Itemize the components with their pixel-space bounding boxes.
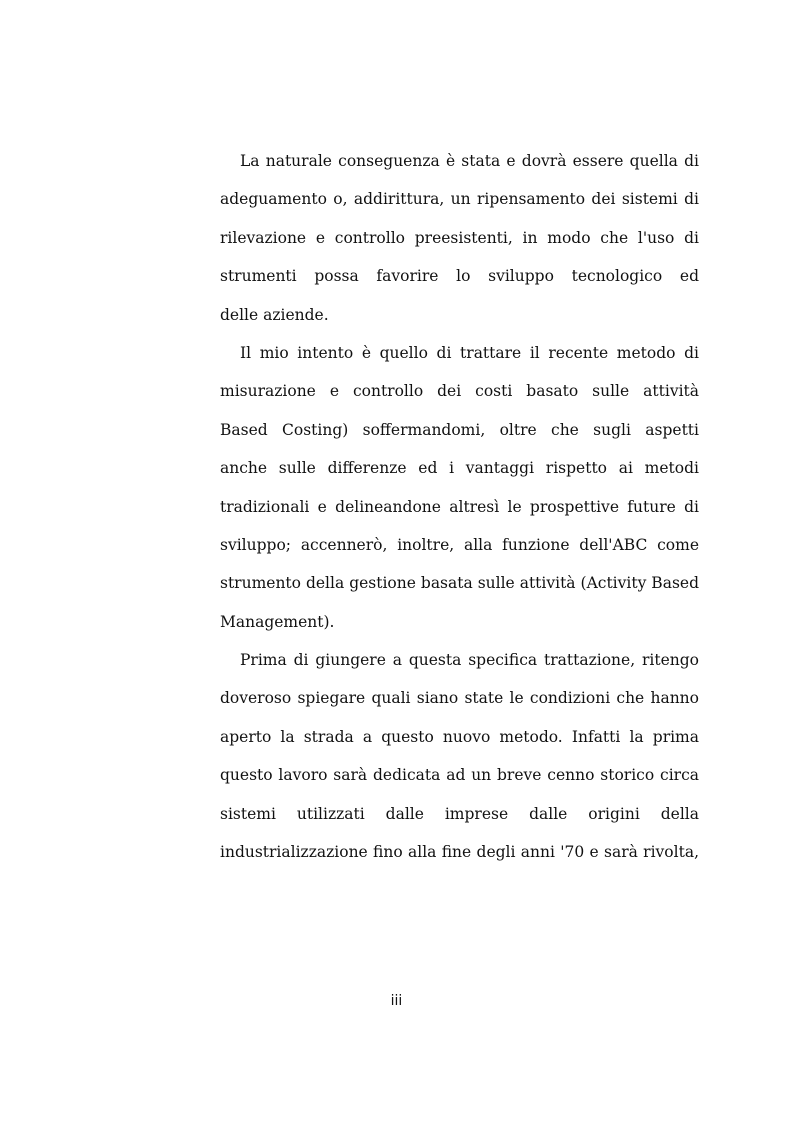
text-line: rilevazione e controllo preesistenti, in modo che l'uso di: [220, 228, 699, 247]
text-line: questo lavoro sarà dedicata ad un breve cenno storico circa: [220, 766, 699, 785]
text-line: Il mio intento è quello di trattare il recente metodo di: [240, 343, 699, 362]
text-line: strumento della gestione basata sulle attività (Activity Based: [220, 574, 699, 593]
text-line: Management).: [220, 612, 335, 631]
text-line: delle aziende.: [220, 305, 329, 324]
body-text: [220, 142, 699, 871]
text-line: doveroso spiegare quali siano state le condizioni che hanno: [220, 689, 699, 708]
text-line: sistemi utilizzati dalle imprese dalle origini della: [220, 804, 699, 823]
text-line: anche sulle differenze ed i vantaggi rispetto ai metodi: [220, 459, 699, 478]
page-number: iii: [390, 993, 403, 1009]
text-line: adeguamento o, addirittura, un ripensamento dei sistemi di: [220, 190, 699, 209]
text-line: Prima di giungere a questa specifica trattazione, ritengo: [240, 651, 699, 670]
text-line: industrializzazione fino alla fine degli anni '70 e sarà rivolta,: [220, 843, 699, 862]
paragraph-3: [220, 641, 699, 871]
text-line: tradizionali e delineandone altresì le prospettive future di: [220, 497, 699, 516]
text-line: sviluppo; accennerò, inoltre, alla funzione dell'ABC come: [220, 535, 699, 554]
text-line: Based Costing) soffermandomi, oltre che sugli aspetti: [220, 420, 699, 439]
text-line: strumenti possa favorire lo sviluppo tecnologico ed: [220, 267, 699, 286]
paragraph-1: [220, 142, 699, 334]
text-line: aperto la strada a questo nuovo metodo. Infatti la prima: [220, 727, 699, 746]
text-line: La naturale conseguenza è stata e dovrà essere quella di: [240, 152, 699, 170]
paragraph-2: [220, 334, 699, 641]
text-line: misurazione e controllo dei costi basato sulle attività: [220, 382, 699, 401]
